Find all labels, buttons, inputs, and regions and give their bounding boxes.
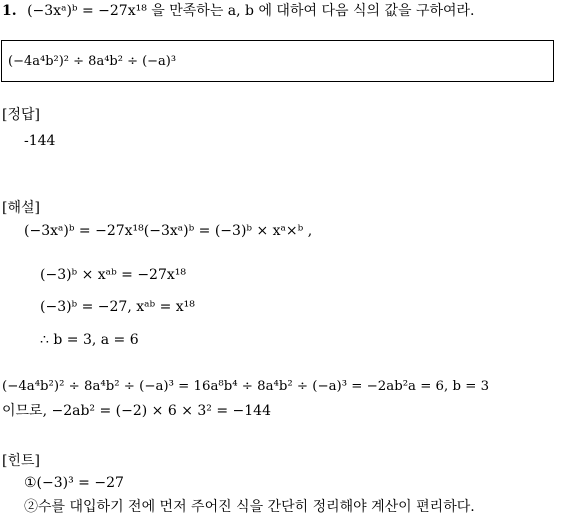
problem-expression: (−4a⁴b²)² ÷ 8a⁴b² ÷ (−a)³ bbox=[8, 54, 177, 69]
hint-item-2: ②수를 대입하기 전에 먼저 주어진 식을 간단히 정리해야 계산이 편리하다. bbox=[24, 499, 475, 515]
explanation-line-4: ∴ b = 3, a = 6 bbox=[40, 332, 139, 348]
problem-line bbox=[2, 2, 475, 20]
expression-box bbox=[1, 40, 554, 82]
explanation-line-3: (−3)ᵇ = −27, xᵃᵇ = x¹⁸ bbox=[40, 299, 195, 315]
problem-statement: (−3xᵃ)ᵇ = −27x¹⁸ 을 만족하는 a, b 에 대하여 다음 식의 값을 구하여라. bbox=[27, 3, 475, 19]
hint-heading: [힌트] bbox=[2, 453, 40, 469]
answer-value: -144 bbox=[24, 133, 56, 149]
answer-heading: [정답] bbox=[2, 107, 40, 123]
hint-item-1: ①(−3)³ = −27 bbox=[24, 475, 124, 491]
explanation-conclusion-1: (−4a⁴b²)² ÷ 8a⁴b² ÷ (−a)³ = 16a⁸b⁴ ÷ 8a⁴b² ÷ (−a)³ = −2ab²a = 6, b = 3 bbox=[2, 379, 490, 394]
explanation-conclusion-2: 이므로, −2ab² = (−2) × 6 × 3² = −144 bbox=[2, 403, 271, 419]
explanation-line-2: (−3)ᵇ × xᵃᵇ = −27x¹⁸ bbox=[40, 267, 186, 283]
explanation-heading: [해설] bbox=[2, 200, 40, 216]
explanation-line-1: (−3xᵃ)ᵇ = −27x¹⁸(−3xᵃ)ᵇ = (−3)ᵇ × xᵃ×ᵇ , bbox=[24, 223, 313, 239]
problem-number: 1. bbox=[2, 3, 17, 19]
